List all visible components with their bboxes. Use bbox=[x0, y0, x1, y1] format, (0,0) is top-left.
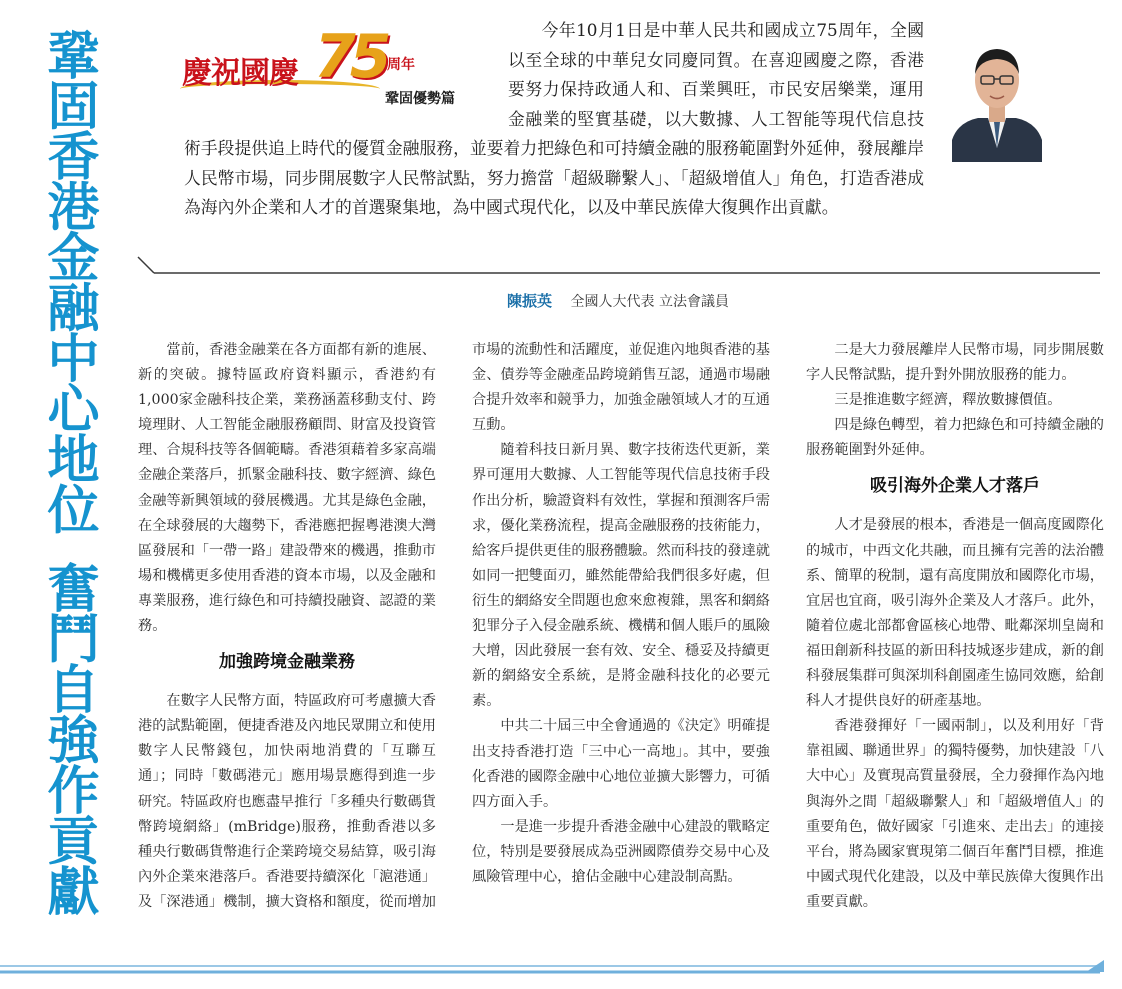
article-body bbox=[138, 338, 1104, 938]
body-paragraph: 中共二十屆三中全會通過的《決定》明確提出支持香港打造「三中心一高地」。其中，要強化香港的國際金融中心地位並擴大影響力，可循四方面入手。 bbox=[472, 718, 770, 810]
section-divider bbox=[130, 255, 1100, 281]
author-name: 陳振英 bbox=[507, 292, 553, 310]
subheading-talent: 吸引海外企業人才落戶 bbox=[870, 476, 1040, 497]
body-paragraph: 當前，香港金融業在各方面都有新的進展、新的突破。據特區政府資料顯示，香港約有1,000家金融科技企業，業務涵蓋移動支付、跨境理財、人工智能金融服務顧問、財富及投資管理、合規科技等各個範疇。香港須藉着多家高端金融企業落戶，抓緊金融科技、數字經濟、綠色金融等新興領域的發展機遇。尤其是綠色金融，在全球發展的大趨勢下，香港應把握粵港澳大灣區發展和「一帶一路」建設帶來的機遇，推動市場和機構更多使用香港的資本市場，以及金融和專業服務，進行綠色和可持續投融資、認證的業務。 bbox=[138, 342, 436, 635]
headline-vertical bbox=[24, 28, 112, 915]
author-photo bbox=[948, 22, 1046, 162]
byline bbox=[136, 290, 1100, 311]
body-paragraph: 在數字人民幣方面，特區政府可考慮擴大香港的試點範圍，便捷香港及內地民眾開立和使用數字人民幣錢包，加快兩地消費的「互聯互通」；同時「數碼港元」應用場景應得到進一步研究。特區政府也應盡早推行「多種央行數碼貨幣跨境網絡」(mBridge)服務，推動香港以多種央行數碼貨幣進行企業跨境交易結算，吸引海內外企業來港落戶。香港要持續深化「滬港通」及「深港通」機制，擴大資格和額度，從而增加市場的流動性和活躍度，並促進內地與香港的基金、債券等金融產品跨境銷售互認，通過市場融合提升效率和競爭力，加強金融領域人才的互通互動。 bbox=[138, 342, 770, 910]
logo-title: 慶祝國慶 bbox=[182, 56, 298, 91]
body-paragraph: 三是推進數字經濟，釋放數據價值。 bbox=[834, 392, 1062, 409]
headline-part-2: 奮鬥自強作貢獻 bbox=[38, 561, 98, 915]
logo-series: 鞏固優勢篇 bbox=[385, 91, 455, 107]
logo-number: 75 bbox=[314, 22, 386, 92]
body-paragraph: 人才是發展的根本，香港是一個高度國際化的城市，中西文化共融，而且擁有完善的法治體系、簡單的稅制，還有高度開放和國際化市場，宜居也宜商，吸引海外企業及人才落戶。此外，隨着位處北部都會區核心地帶、毗鄰深圳皇崗和福田創新科技區的新田科技城逐步建成，新的創科發展集群可與深圳科創園產生協同效應，給創科人才提供良好的研產基地。 bbox=[806, 517, 1104, 710]
body-paragraph: 一是進一步提升香港金融中心建設的戰略定位，特別是要發展成為亞洲國際債券交易中心及風險管理中心，搶佔金融中心建設制高點。 bbox=[472, 818, 770, 885]
headline-part-1: 鞏固香港金融中心地位 bbox=[38, 28, 98, 533]
body-paragraph: 香港發揮好「一國兩制」，以及利用好「背靠祖國、聯通世界」的獨特優勢，加快建設「八大中心」及實現高質量發展，全力發揮作為內地與海外之間「超級聯繫人」和「超級增值人」的重要角色，做好國家「引進來、走出去」的連接平台，將為國家實現第二個百年奮鬥目標，推進中國式現代化建設，以及中華民族偉大復興作出重要貢獻。 bbox=[806, 718, 1104, 910]
body-paragraph: 四是綠色轉型，着力把綠色和可持續金融的服務範圍對外延伸。 bbox=[806, 417, 1104, 459]
logo-year-suffix: 周年 bbox=[387, 57, 415, 73]
national-day-75-logo bbox=[180, 22, 470, 112]
bottom-decorative-rule bbox=[0, 958, 1122, 982]
author-title: 全國人大代表 立法會議員 bbox=[570, 294, 729, 310]
subheading-cross-border: 加強跨境金融業務 bbox=[219, 652, 355, 673]
body-paragraph: 二是大力發展離岸人民幣市場，同步開展數字人民幣試點，提升對外開放服務的能力。 bbox=[806, 342, 1104, 384]
intro-paragraph: 今年10月1日是中華人民共和國成立75周年，全國以至全球的中華兒女同慶同賀。在喜迎國慶之際，香港要努力保持政通人和、百業興旺，市民安居樂業，運用金融業的堅實基礎，以大數據、人工智能等現代信息技術手段提供追上時代的優質金融服務，並要着力把綠色和可持續金融的服務範圍對外延伸，發展離岸人民幣市場，同步開展數字人民幣試點，努力擔當「超級聯繫人」、「超級增值人」角色，打造香港成為海內外企業和人才的首選聚集地，為中國式現代化，以及中華民族偉大復興作出貢獻。 bbox=[184, 20, 924, 217]
body-paragraph: 隨着科技日新月異、數字技術迭代更新，業界可運用大數據、人工智能等現代信息技術手段作出分析，驗證資料有效性，掌握和預測客戶需求，優化業務流程，提高金融服務的技術能力，給客戶提供更佳的服務體驗。然而科技的發達就如同一把雙面刃，雖然能帶給我們很多好處，但衍生的網絡安全問題也愈來愈複雜，黑客和網絡犯罪分子入侵金融系統、機構和個人賬戶的風險大增，因此發展一套有效、安全、穩妥及持續更新的網絡安全系統，是將金融科技化的必要元素。 bbox=[472, 442, 770, 710]
author-portrait-image bbox=[948, 22, 1046, 162]
